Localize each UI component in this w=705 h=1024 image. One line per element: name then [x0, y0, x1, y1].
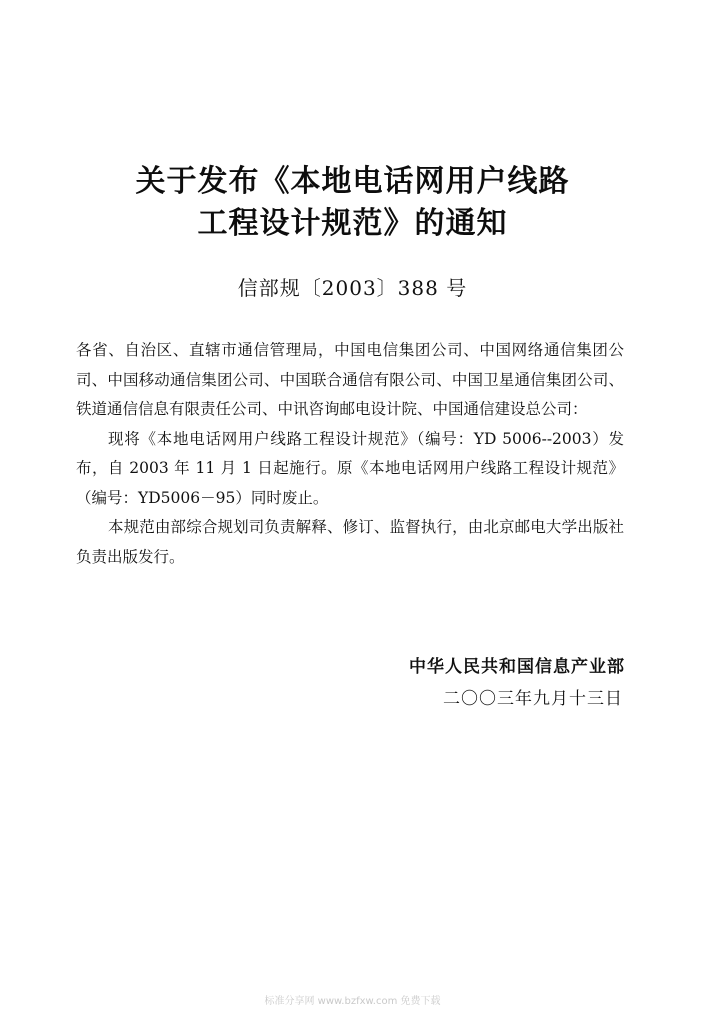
signature-organization: 中华人民共和国信息产业部	[409, 657, 625, 677]
signature-date: 二〇〇三年九月十三日	[443, 689, 623, 709]
document-body	[76, 336, 624, 572]
title-line-1: 关于发布《本地电话网用户线路	[135, 164, 570, 199]
watermark-text: 标准分享网 www.bzfxw.com 免费下载	[264, 996, 441, 1007]
title-line-2: 工程设计规范》的通知	[197, 206, 508, 241]
paragraph-announcement: 现将《本地电话网用户线路工程设计规范》（编号：YD 5006--2003）发布，自 2003 年 11 月 1 日起施行。原《本地电话网用户线路工程设计规范》（编号：YD5006－95）同时废止。	[76, 429, 624, 507]
paragraph-responsibility: 本规范由部综合规划司负责解释、修订、监督执行，由北京邮电大学出版社负责出版发行。	[76, 518, 624, 566]
document-number: 信部规〔2003〕388 号	[237, 276, 468, 300]
addressees: 各省、自治区、直辖市通信管理局，中国电信集团公司、中国网络通信集团公司、中国移动通信集团公司、中国联合通信有限公司、中国卫星通信集团公司、铁道通信信息有限责任公司、中讯咨询邮电设计院、中国通信建设总公司：	[76, 341, 624, 418]
